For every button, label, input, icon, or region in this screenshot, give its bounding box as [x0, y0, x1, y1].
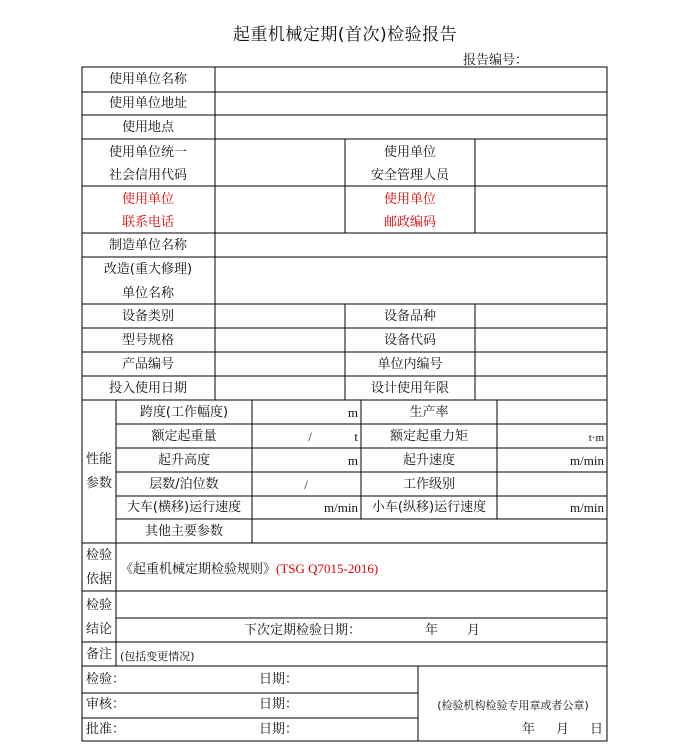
unit-lift-speed: m/min: [570, 453, 604, 468]
label-seal-year: 年: [522, 722, 536, 737]
label-inspector: 检验：: [86, 672, 126, 687]
unit-lift-height: m: [347, 453, 358, 468]
label-rated-load: 额定起重量: [151, 429, 217, 444]
label-in-service-date: 投入使用日期: [108, 381, 188, 396]
label-user-unit-name: 使用单位名称: [108, 72, 188, 87]
unit-trolley-speed: m/min: [570, 500, 604, 515]
label-modifier-line1: 改造(重大修理): [103, 262, 193, 277]
unit-span: m: [347, 405, 358, 420]
label-conclusion-line2: 结论: [85, 622, 113, 637]
label-seal-month: 月: [556, 722, 570, 737]
label-product-number: 产品编号: [121, 357, 175, 372]
label-equipment-code: 设备代码: [383, 333, 437, 348]
label-postal-code-line1: 使用单位: [383, 192, 437, 207]
label-modifier-line2: 单位名称: [121, 286, 175, 301]
label-remarks: 备注: [85, 647, 113, 662]
label-equipment-category: 设备类别: [121, 309, 175, 324]
label-approver-date: 日期：: [259, 722, 299, 737]
unit-cart-speed: m/min: [324, 500, 358, 515]
label-performance-line2: 参数: [85, 476, 113, 491]
label-other-params: 其他主要参数: [144, 524, 224, 539]
floors-separator: /: [304, 477, 308, 492]
label-conclusion-line1: 检验: [85, 598, 113, 613]
seal-note: (检验机构检验专用章或者公章): [437, 699, 589, 712]
label-floors-berths: 层数/泊位数: [149, 477, 219, 492]
label-safety-manager-line1: 使用单位: [383, 145, 437, 160]
unit-rated-moment: t·m: [588, 432, 604, 444]
label-next-year: 年: [425, 623, 439, 638]
label-use-location: 使用地点: [121, 120, 175, 135]
report-number-label: 报告编号：: [463, 53, 529, 68]
label-approver: 批准：: [86, 722, 126, 737]
label-manufacturer: 制造单位名称: [108, 238, 188, 253]
label-basis-line2: 依据: [85, 572, 113, 587]
label-next-month: 月: [467, 623, 481, 638]
label-inspector-date: 日期：: [259, 672, 299, 687]
inspection-rule-code: (TSG Q7015-2016): [276, 561, 379, 576]
label-span: 跨度(工作幅度): [139, 405, 229, 420]
label-work-class: 工作级别: [402, 477, 456, 492]
label-postal-code-line2: 邮政编码: [383, 215, 437, 230]
inspection-rule-name: 《起重机械定期检验规则》: [120, 562, 277, 577]
label-model-spec: 型号规格: [121, 333, 175, 348]
label-performance-line1: 性能: [85, 452, 113, 467]
label-contact-phone-line2: 联系电话: [121, 215, 175, 230]
label-user-unit-address: 使用单位地址: [108, 96, 188, 111]
label-credit-code-line1: 使用单位统一: [108, 145, 188, 160]
label-rated-moment: 额定起重力矩: [389, 429, 469, 444]
label-lift-speed: 起升速度: [402, 453, 456, 468]
remarks-note: (包括变更情况): [120, 650, 195, 663]
label-basis-line1: 检验: [85, 548, 113, 563]
label-credit-code-line2: 社会信用代码: [108, 168, 188, 183]
label-contact-phone-line1: 使用单位: [121, 192, 175, 207]
label-safety-manager-line2: 安全管理人员: [370, 168, 450, 183]
unit-rated-load: t: [354, 429, 358, 444]
label-cart-speed: 大车(横移)运行速度: [126, 500, 242, 515]
label-reviewer: 审核：: [86, 697, 126, 712]
page-title: 起重机械定期(首次)检验报告: [232, 25, 458, 45]
inspection-rule: [120, 561, 378, 578]
label-design-life: 设计使用年限: [370, 381, 450, 396]
label-seal-day: 日: [590, 722, 604, 737]
label-reviewer-date: 日期：: [259, 697, 299, 712]
label-equipment-variety: 设备品种: [383, 309, 437, 324]
label-productivity: 生产率: [409, 405, 449, 420]
label-trolley-speed: 小车(纵移)运行速度: [371, 500, 487, 515]
label-internal-number: 单位内编号: [377, 357, 443, 372]
label-next-inspection-date: 下次定期检验日期：: [244, 623, 362, 638]
label-lift-height: 起升高度: [157, 453, 211, 468]
rated-load-separator: /: [308, 429, 312, 444]
